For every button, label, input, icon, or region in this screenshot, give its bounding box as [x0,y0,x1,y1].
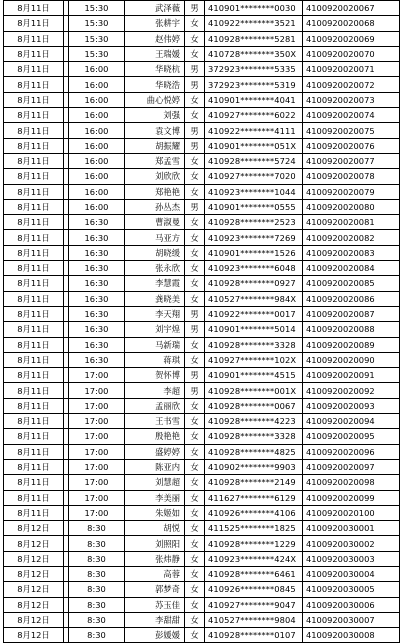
admission-number-cell: 4100920030003 [303,551,400,566]
table-row [4,597,400,612]
table-row [4,490,400,505]
table-row [4,582,400,597]
id-number-cell: 410901********4041 [205,92,303,107]
admission-number-cell: 4100920020069 [303,31,400,46]
date-cell: 8月11日 [4,138,64,153]
time-cell: 17:00 [69,490,125,505]
date-cell: 8月11日 [4,261,64,276]
admission-number-cell: 4100920030005 [303,582,400,597]
date-cell: 8月11日 [4,1,64,16]
table-row [4,16,400,31]
id-number-cell: 410923********6048 [205,261,303,276]
table-row [4,398,400,413]
admission-number-cell: 4100920020078 [303,169,400,184]
time-cell: 16:00 [69,153,125,168]
id-number-cell: 410927********6022 [205,108,303,123]
time-cell: 8:30 [69,612,125,627]
id-number-cell: 410928********2523 [205,215,303,230]
admission-number-cell: 4100920020068 [303,16,400,31]
name-cell: 赵伟婷 [125,31,185,46]
gender-cell: 女 [185,184,205,199]
date-cell: 8月11日 [4,46,64,61]
date-cell: 8月11日 [4,475,64,490]
name-cell: 曲心悦婷 [125,92,185,107]
date-cell: 8月11日 [4,490,64,505]
date-cell: 8月11日 [4,505,64,520]
table-row [4,352,400,367]
admission-number-cell: 4100920020070 [303,46,400,61]
time-cell: 8:30 [69,582,125,597]
id-number-cell: 410928********2149 [205,475,303,490]
time-cell: 17:00 [69,459,125,474]
table-row [4,1,400,16]
date-cell: 8月11日 [4,199,64,214]
table-row [4,184,400,199]
table-row [4,444,400,459]
name-cell: 胡振耀 [125,138,185,153]
date-cell: 8月11日 [4,398,64,413]
date-cell: 8月11日 [4,123,64,138]
admission-number-cell: 4100920020097 [303,459,400,474]
date-cell: 8月11日 [4,291,64,306]
id-number-cell: 410928********0107 [205,628,303,643]
admission-number-cell: 4100920020077 [303,153,400,168]
gender-cell: 男 [185,1,205,16]
name-cell: 胡悦 [125,521,185,536]
name-cell: 李美丽 [125,490,185,505]
id-number-cell: 410927********102X [205,352,303,367]
gender-cell: 男 [185,138,205,153]
table-row [4,138,400,153]
name-cell: 贺怀博 [125,368,185,383]
time-cell: 16:00 [69,108,125,123]
name-cell: 龚晓美 [125,291,185,306]
time-cell: 16:30 [69,306,125,321]
time-cell: 16:30 [69,337,125,352]
admission-number-cell: 4100920020072 [303,77,400,92]
table-row [4,521,400,536]
id-number-cell: 410928********4825 [205,444,303,459]
admission-number-cell: 4100920030008 [303,628,400,643]
date-cell: 8月12日 [4,582,64,597]
table-row [4,414,400,429]
table-row [4,475,400,490]
name-cell: 彭媛媛 [125,628,185,643]
id-number-cell: 410901********4515 [205,368,303,383]
table-row [4,337,400,352]
id-number-cell: 410927********9047 [205,597,303,612]
date-cell: 8月12日 [4,597,64,612]
admission-number-cell: 4100920020087 [303,306,400,321]
id-number-cell: 410927********7020 [205,169,303,184]
name-cell: 马新瑞 [125,337,185,352]
time-cell: 15:30 [69,16,125,31]
id-number-cell: 372923********5319 [205,77,303,92]
gender-cell: 女 [185,490,205,505]
id-number-cell: 410901********5014 [205,322,303,337]
gender-cell: 女 [185,521,205,536]
id-number-cell: 410928********5724 [205,153,303,168]
admission-number-cell: 4100920020074 [303,108,400,123]
date-cell: 8月11日 [4,322,64,337]
name-cell: 李超 [125,383,185,398]
name-cell: 盛婷婷 [125,444,185,459]
admission-number-cell: 4100920020091 [303,368,400,383]
date-cell: 8月11日 [4,459,64,474]
table-row [4,46,400,61]
gender-cell: 女 [185,16,205,31]
date-cell: 8月11日 [4,414,64,429]
time-cell: 15:30 [69,46,125,61]
time-cell: 17:00 [69,414,125,429]
name-cell: 李慧霞 [125,276,185,291]
name-cell: 陈亚内 [125,459,185,474]
id-number-cell: 410922********0017 [205,306,303,321]
id-number-cell: 410928********0067 [205,398,303,413]
gender-cell: 女 [185,444,205,459]
id-number-cell: 410928********3328 [205,337,303,352]
id-number-cell: 410928********001X [205,383,303,398]
date-cell: 8月12日 [4,628,64,643]
admission-number-cell: 4100920020084 [303,261,400,276]
name-cell: 高蓉 [125,566,185,581]
table-row [4,383,400,398]
time-cell: 15:30 [69,1,125,16]
table-row [4,123,400,138]
gender-cell: 男 [185,123,205,138]
gender-cell: 女 [185,31,205,46]
gender-cell: 男 [185,77,205,92]
date-cell: 8月11日 [4,215,64,230]
id-number-cell: 410923********1044 [205,184,303,199]
id-number-cell: 410928********4223 [205,414,303,429]
admission-number-cell: 4100920020090 [303,352,400,367]
gender-cell: 女 [185,505,205,520]
admission-number-cell: 4100920030007 [303,612,400,627]
admission-number-cell: 4100920020085 [303,276,400,291]
admission-number-cell: 4100920020093 [303,398,400,413]
name-cell: 朱姬如 [125,505,185,520]
id-number-cell: 410728********350X [205,46,303,61]
table-row [4,306,400,321]
time-cell: 17:00 [69,475,125,490]
date-cell: 8月11日 [4,352,64,367]
gender-cell: 女 [185,582,205,597]
time-cell: 8:30 [69,628,125,643]
table-row [4,62,400,77]
gender-cell: 男 [185,62,205,77]
date-cell: 8月11日 [4,92,64,107]
id-number-cell: 410901********051X [205,138,303,153]
id-number-cell: 410923********7269 [205,230,303,245]
gender-cell: 男 [185,368,205,383]
id-number-cell: 410527********9804 [205,612,303,627]
table-row [4,276,400,291]
date-cell: 8月11日 [4,230,64,245]
name-cell: 郑艳艳 [125,184,185,199]
date-cell: 8月11日 [4,16,64,31]
time-cell: 17:00 [69,429,125,444]
table-row [4,261,400,276]
admission-number-cell: 4100920020075 [303,123,400,138]
gender-cell: 男 [185,306,205,321]
gender-cell: 男 [185,383,205,398]
table-row [4,551,400,566]
table-row [4,459,400,474]
id-number-cell: 410928********1229 [205,536,303,551]
date-cell: 8月11日 [4,62,64,77]
date-cell: 8月11日 [4,245,64,260]
admission-number-cell: 4100920020099 [303,490,400,505]
id-number-cell: 410928********6461 [205,566,303,581]
id-number-cell: 410926********0845 [205,582,303,597]
gender-cell: 女 [185,169,205,184]
id-number-cell: 411627********6129 [205,490,303,505]
gender-cell: 女 [185,414,205,429]
time-cell: 17:00 [69,444,125,459]
table-row [4,322,400,337]
date-cell: 8月11日 [4,306,64,321]
table-row [4,612,400,627]
date-cell: 8月12日 [4,612,64,627]
name-cell: 郑孟雪 [125,153,185,168]
name-cell: 刘照阳 [125,536,185,551]
name-cell: 王书雪 [125,414,185,429]
admission-number-cell: 4100920020089 [303,337,400,352]
admission-number-cell: 4100920030006 [303,597,400,612]
gender-cell: 女 [185,429,205,444]
name-cell: 张永欣 [125,261,185,276]
time-cell: 16:30 [69,230,125,245]
gender-cell: 女 [185,612,205,627]
time-cell: 17:00 [69,398,125,413]
id-number-cell: 410926********4106 [205,505,303,520]
time-cell: 16:30 [69,261,125,276]
table-row [4,536,400,551]
admission-number-cell: 4100920020067 [303,1,400,16]
date-cell: 8月12日 [4,566,64,581]
gender-cell: 女 [185,291,205,306]
gender-cell: 女 [185,230,205,245]
gender-cell: 女 [185,475,205,490]
time-cell: 8:30 [69,536,125,551]
admission-number-cell: 4100920020095 [303,429,400,444]
gender-cell: 女 [185,398,205,413]
table-row [4,92,400,107]
table-row [4,108,400,123]
name-cell: 蒋琪 [125,352,185,367]
gender-cell: 女 [185,261,205,276]
schedule-table [3,0,400,643]
name-cell: 李甜甜 [125,612,185,627]
id-number-cell: 410527********984X [205,291,303,306]
id-number-cell: 410901********0030 [205,1,303,16]
date-cell: 8月11日 [4,169,64,184]
admission-number-cell: 4100920020100 [303,505,400,520]
id-number-cell: 410923********424X [205,551,303,566]
gender-cell: 女 [185,628,205,643]
table-row [4,368,400,383]
date-cell: 8月11日 [4,429,64,444]
admission-number-cell: 4100920030004 [303,566,400,581]
id-number-cell: 410902********9903 [205,459,303,474]
name-cell: 马亚方 [125,230,185,245]
time-cell: 17:00 [69,383,125,398]
admission-number-cell: 4100920020073 [303,92,400,107]
name-cell: 张炜静 [125,551,185,566]
date-cell: 8月11日 [4,153,64,168]
gender-cell: 女 [185,276,205,291]
gender-cell: 女 [185,566,205,581]
name-cell: 胡晓缓 [125,245,185,260]
gender-cell: 女 [185,46,205,61]
table-row [4,169,400,184]
time-cell: 8:30 [69,521,125,536]
time-cell: 17:00 [69,368,125,383]
table-row [4,628,400,643]
name-cell: 刘慧超 [125,475,185,490]
name-cell: 华晓浩 [125,77,185,92]
id-number-cell: 410928********5281 [205,31,303,46]
admission-number-cell: 4100920020098 [303,475,400,490]
time-cell: 16:30 [69,245,125,260]
time-cell: 16:00 [69,77,125,92]
admission-number-cell: 4100920020094 [303,414,400,429]
time-cell: 8:30 [69,597,125,612]
name-cell: 袁文博 [125,123,185,138]
name-cell: 刘欣欣 [125,169,185,184]
table-row [4,77,400,92]
table-row [4,245,400,260]
time-cell: 16:30 [69,352,125,367]
date-cell: 8月11日 [4,276,64,291]
date-cell: 8月12日 [4,551,64,566]
time-cell: 17:00 [69,505,125,520]
time-cell: 16:30 [69,215,125,230]
gender-cell: 女 [185,352,205,367]
time-cell: 8:30 [69,551,125,566]
id-number-cell: 410922********4111 [205,123,303,138]
gender-cell: 女 [185,153,205,168]
table-row [4,505,400,520]
admission-number-cell: 4100920020079 [303,184,400,199]
time-cell: 16:00 [69,184,125,199]
time-cell: 16:00 [69,62,125,77]
admission-number-cell: 4100920030002 [303,536,400,551]
gender-cell: 女 [185,337,205,352]
admission-number-cell: 4100920020088 [303,322,400,337]
id-number-cell: 410928********0927 [205,276,303,291]
name-cell: 郭梦奇 [125,582,185,597]
gender-cell: 女 [185,108,205,123]
time-cell: 15:30 [69,31,125,46]
schedule-sheet [3,0,399,643]
time-cell: 16:30 [69,291,125,306]
name-cell: 张耕宇 [125,16,185,31]
id-number-cell: 411525********1825 [205,521,303,536]
name-cell: 苏玉佳 [125,597,185,612]
admission-number-cell: 4100920020092 [303,383,400,398]
time-cell: 16:00 [69,169,125,184]
name-cell: 华晓杭 [125,62,185,77]
date-cell: 8月11日 [4,77,64,92]
admission-number-cell: 4100920020076 [303,138,400,153]
gender-cell: 女 [185,92,205,107]
time-cell: 16:30 [69,276,125,291]
name-cell: 孟丽欣 [125,398,185,413]
id-number-cell: 410901********0555 [205,199,303,214]
date-cell: 8月11日 [4,184,64,199]
name-cell: 曹淑曼 [125,215,185,230]
table-row [4,153,400,168]
table-row [4,31,400,46]
table-row [4,215,400,230]
time-cell: 16:00 [69,123,125,138]
date-cell: 8月11日 [4,31,64,46]
id-number-cell: 372923********5335 [205,62,303,77]
name-cell: 殷艳艳 [125,429,185,444]
admission-number-cell: 4100920020071 [303,62,400,77]
date-cell: 8月12日 [4,521,64,536]
admission-number-cell: 4100920030001 [303,521,400,536]
gender-cell: 女 [185,597,205,612]
admission-number-cell: 4100920020082 [303,230,400,245]
gender-cell: 女 [185,245,205,260]
admission-number-cell: 4100920020080 [303,199,400,214]
admission-number-cell: 4100920020096 [303,444,400,459]
admission-number-cell: 4100920020081 [303,215,400,230]
table-row [4,230,400,245]
time-cell: 16:00 [69,92,125,107]
admission-number-cell: 4100920020083 [303,245,400,260]
admission-number-cell: 4100920020086 [303,291,400,306]
table-body [4,1,400,643]
name-cell: 李天翔 [125,306,185,321]
time-cell: 16:00 [69,138,125,153]
name-cell: 武泽薇 [125,1,185,16]
name-cell: 刘强 [125,108,185,123]
gender-cell: 女 [185,215,205,230]
gender-cell: 男 [185,199,205,214]
date-cell: 8月11日 [4,383,64,398]
table-row [4,199,400,214]
table-row [4,291,400,306]
gender-cell: 女 [185,536,205,551]
name-cell: 孙丛杰 [125,199,185,214]
id-number-cell: 410928********3328 [205,429,303,444]
gender-cell: 女 [185,551,205,566]
date-cell: 8月11日 [4,108,64,123]
table-row [4,566,400,581]
name-cell: 刘宇煌 [125,322,185,337]
time-cell: 16:30 [69,322,125,337]
date-cell: 8月12日 [4,536,64,551]
time-cell: 8:30 [69,566,125,581]
id-number-cell: 410922********3521 [205,16,303,31]
date-cell: 8月11日 [4,444,64,459]
table-row [4,429,400,444]
id-number-cell: 410901********1526 [205,245,303,260]
date-cell: 8月11日 [4,337,64,352]
time-cell: 16:00 [69,199,125,214]
date-cell: 8月11日 [4,368,64,383]
gender-cell: 女 [185,459,205,474]
gender-cell: 男 [185,322,205,337]
name-cell: 王瑞媛 [125,46,185,61]
